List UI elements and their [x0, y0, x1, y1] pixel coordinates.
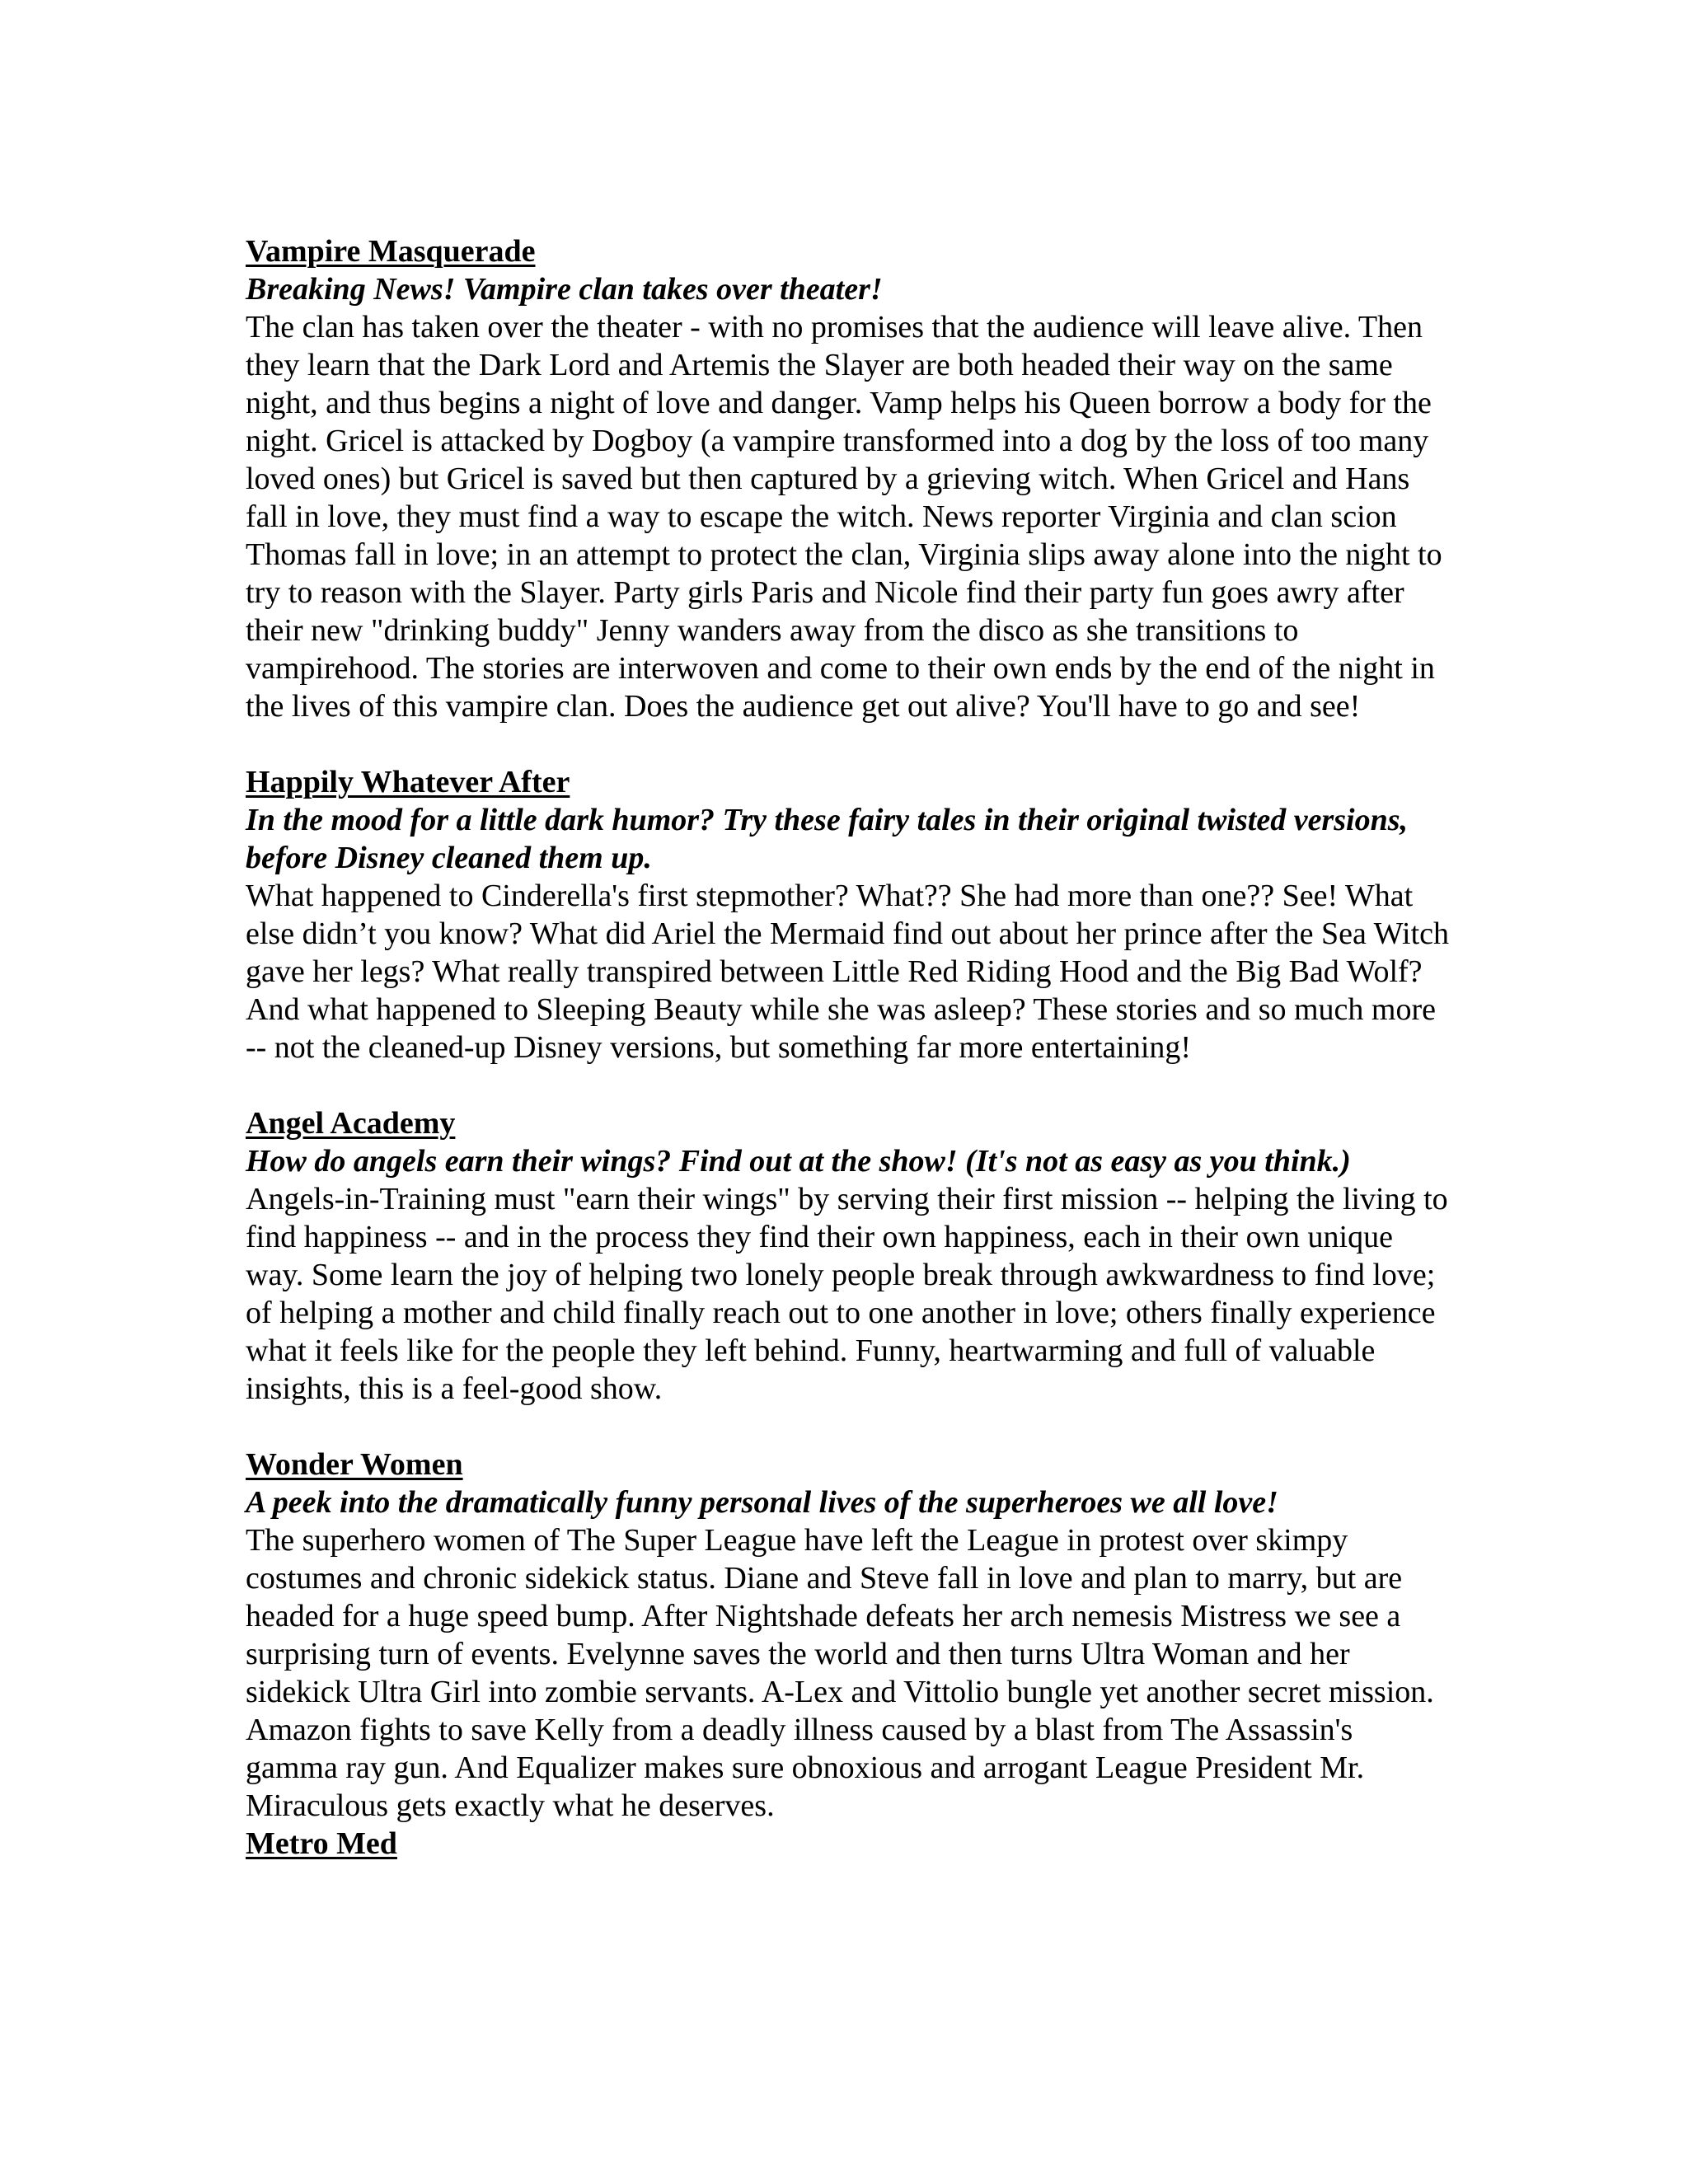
- show-title: Metro Med: [246, 1826, 397, 1861]
- show-title: Angel Academy: [246, 1106, 456, 1141]
- show-tagline: How do angels earn their wings? Find out at the show! (It's not as easy as you think.): [246, 1144, 1351, 1179]
- show-section-vampire-masquerade: [246, 232, 1449, 725]
- show-description: The superhero women of The Super League have left the League in protest over skimpy costumes and chronic sidekick status. Diane and Steve fall in love and plan to marry, but are headed for a huge speed bump. After Nightshade defeats her arch nemesis Mistress we see a surprising turn of events. Evelynne saves the world and then turns Ultra Woman and her sidekick Ultra Girl into zombie servants. A-Lex and Vittolio bungle yet another secret mission. Amazon fights to save Kelly from a deadly illness caused by a blast from The Assassin's gamma ray gun. And Equalizer makes sure obnoxious and arrogant League President Mr. Miraculous gets exactly what he deserves.: [246, 1523, 1434, 1823]
- show-tagline: In the mood for a little dark humor? Try these fairy tales in their original twisted versions, before Disney cleaned them up.: [246, 803, 1408, 875]
- show-section-happily-whatever-after: [246, 763, 1449, 1066]
- show-description: What happened to Cinderella's first stepmother? What?? She had more than one?? See! What else didn’t you know? What did Ariel the Mermaid find out about her prince after the Sea Witch gave her legs? What really transpired between Little Red Riding Hood and the Big Bad Wolf? And what happened to Sleeping Beauty while she was asleep? These stories and so much more -- not the cleaned-up Disney versions, but something far more entertaining!: [246, 879, 1450, 1065]
- show-title: Vampire Masquerade: [246, 234, 536, 269]
- show-description: Angels-in-Training must "earn their wings" by serving their first mission -- helping the living to find happiness -- and in the process they find their own happiness, each in their own unique way. Some learn the joy of helping two lonely people break through awkwardness to find love; of helping a mother and child finally reach out to one another in love; others finally experience what it feels like for the people they left behind. Funny, heartwarming and full of valuable insights, this is a feel-good show.: [246, 1182, 1448, 1406]
- show-description: The clan has taken over the theater - with no promises that the audience will leave alive. Then they learn that the Dark Lord and Artemis the Slayer are both headed their way on the same night, and thus begins a night of love and danger. Vamp helps his Queen borrow a body for the night. Gricel is attacked by Dogboy (a vampire transformed into a dog by the loss of too many loved ones) but Gricel is saved but then captured by a grieving witch. When Gricel and Hans fall in love, they must find a way to escape the witch. News reporter Virginia and clan scion Thomas fall in love; in an attempt to protect the clan, Virginia slips away alone into the night to try to reason with the Slayer. Party girls Paris and Nicole find their party fun goes awry after their new "drinking buddy" Jenny wanders away from the disco as she transitions to vampirehood. The stories are interwoven and come to their own ends by the end of the night in the lives of this vampire clan. Does the audience get out alive? You'll have to go and see!: [246, 310, 1442, 724]
- show-tagline: Breaking News! Vampire clan takes over theater!: [246, 272, 883, 307]
- show-section-wonder-women: [246, 1446, 1449, 1825]
- show-section-metro-med: [246, 1825, 1449, 1863]
- show-title: Happily Whatever After: [246, 765, 570, 799]
- show-title: Wonder Women: [246, 1447, 463, 1482]
- document-page: [246, 232, 1449, 1863]
- show-tagline: A peek into the dramatically funny personal lives of the superheroes we all love!: [246, 1485, 1278, 1520]
- show-section-angel-academy: [246, 1104, 1449, 1408]
